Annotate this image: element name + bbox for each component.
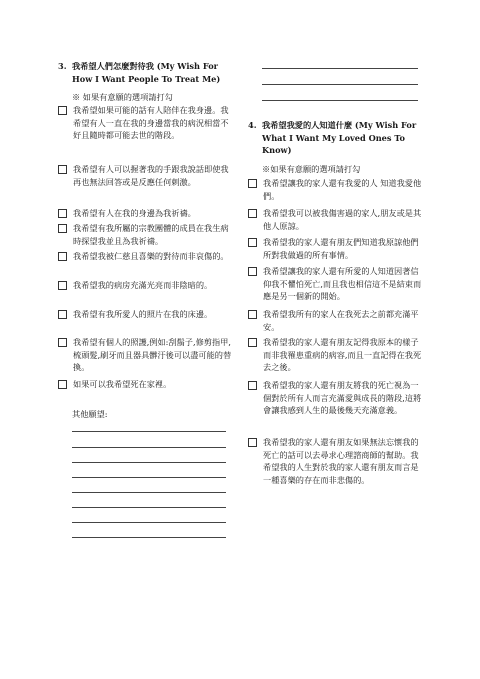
continued-wishes-line[interactable]	[262, 100, 418, 101]
section-3-note: ※ 如果有意願的選項請打勾	[72, 92, 173, 102]
wish-item-text: 我希望有我所愛人的照片在我的床邊。	[73, 309, 213, 319]
checkbox[interactable]	[248, 438, 257, 447]
checkbox[interactable]	[58, 281, 67, 290]
wish-item-text: 我希望我的家人還有朋友將我的死亡視為一個對於所有人而言充滿愛與成長的階段,這將會讓我感到人生的最後幾天充滿意義。	[263, 380, 422, 415]
checkbox[interactable]	[248, 310, 257, 319]
wish-item-text: 我希望我被仁慈且喜樂的對待而非哀傷的。	[73, 251, 229, 261]
checkbox[interactable]	[58, 106, 67, 115]
wish-item-text: 我希望有人在我的身邊為我祈禱。	[73, 208, 196, 218]
section-4-title: 我希望我愛的人知道什麼 (My Wish For What I Want My Loved Ones To Know)	[262, 120, 417, 155]
checkbox[interactable]	[58, 252, 67, 261]
checkbox[interactable]	[248, 381, 257, 390]
checkbox[interactable]	[248, 338, 257, 347]
checkbox[interactable]	[58, 209, 67, 218]
wish-item-text: 我希望讓我的家人還有我愛的人 知道我愛他們。	[263, 178, 422, 201]
wish-item-text: 我希望有個人的照護,例如:刮鬍子,修剪指甲,梳頭髮,刷牙而且器具髒汙後可以盡可能的替換。	[73, 337, 232, 372]
checkbox[interactable]	[248, 238, 257, 247]
checkbox[interactable]	[58, 165, 67, 174]
wish-item-text: 我希望有人可以握著我的手跟我說話即使我再也無法回答或是反應任何刺激。	[73, 164, 229, 187]
other-wishes-line[interactable]	[72, 507, 226, 508]
section-4-note: ※如果有意願的選項請打勾	[262, 164, 361, 174]
wish-item-text: 我希望我可以被我傷害過的家人,朋友或是其他人原諒。	[263, 208, 422, 231]
wish-item-text: 我希望我的家人還有朋友記得我原本的樣子而非我罹患重病的病容,而且一直記得在我死去之後。	[263, 337, 422, 372]
checkbox[interactable]	[58, 310, 67, 319]
other-wishes-line[interactable]	[72, 447, 226, 448]
wish-item-text: 我希望我的家人還有朋友如果無法忘懷我的死亡的話可以去尋求心理諮商師的幫助。我希望我的人生對於我的家人還有朋友而言是一種喜樂的存在而非悲傷的。	[263, 437, 419, 485]
checkbox[interactable]	[248, 179, 257, 188]
other-wishes-line[interactable]	[72, 492, 226, 493]
checkbox[interactable]	[58, 380, 67, 389]
other-wishes-label: 其他願望:	[72, 409, 108, 419]
checkbox[interactable]	[248, 267, 257, 276]
other-wishes-line[interactable]	[72, 431, 226, 432]
wish-item-text: 我希望我所有的家人在我死去之前都充滿平安。	[263, 309, 419, 332]
section-3-title: 我希望人們怎麼對待我 (My Wish For How I Want People To Treat Me)	[72, 61, 221, 84]
other-wishes-line[interactable]	[72, 462, 226, 463]
wish-item-text: 我希望有我所屬的宗教團體的成員在我生病時探望我並且為我祈禱。	[73, 223, 229, 246]
wish-item-text: 如果可以我希望死在家裡。	[73, 379, 172, 389]
checkbox[interactable]	[58, 224, 67, 233]
wish-item-text: 我希望我的病房充滿光亮而非陰暗的。	[73, 280, 213, 290]
wish-item-text: 我希望我的家人還有朋友們知道我原諒他們所對我做過的所有事情。	[263, 237, 419, 260]
wish-item-text: 我希望讓我的家人還有所愛的人知道因著信仰我不懼怕死亡,而且我也相信這不是結束而應是另一個新的開始。	[263, 266, 422, 301]
section-3-number: 3.	[58, 61, 67, 71]
continued-wishes-line[interactable]	[262, 84, 418, 85]
other-wishes-line[interactable]	[72, 522, 226, 523]
checkbox[interactable]	[58, 338, 67, 347]
other-wishes-line[interactable]	[72, 477, 226, 478]
continued-wishes-line[interactable]	[262, 68, 418, 69]
other-wishes-line[interactable]	[72, 537, 226, 538]
wish-item-text: 我希望如果可能的話有人陪伴在我身邊。我希望有人一直在我的身邊當我的病況相當不好且隨時都可能去世的階段。	[73, 105, 229, 140]
section-4-number: 4.	[248, 120, 257, 130]
checkbox[interactable]	[248, 209, 257, 218]
